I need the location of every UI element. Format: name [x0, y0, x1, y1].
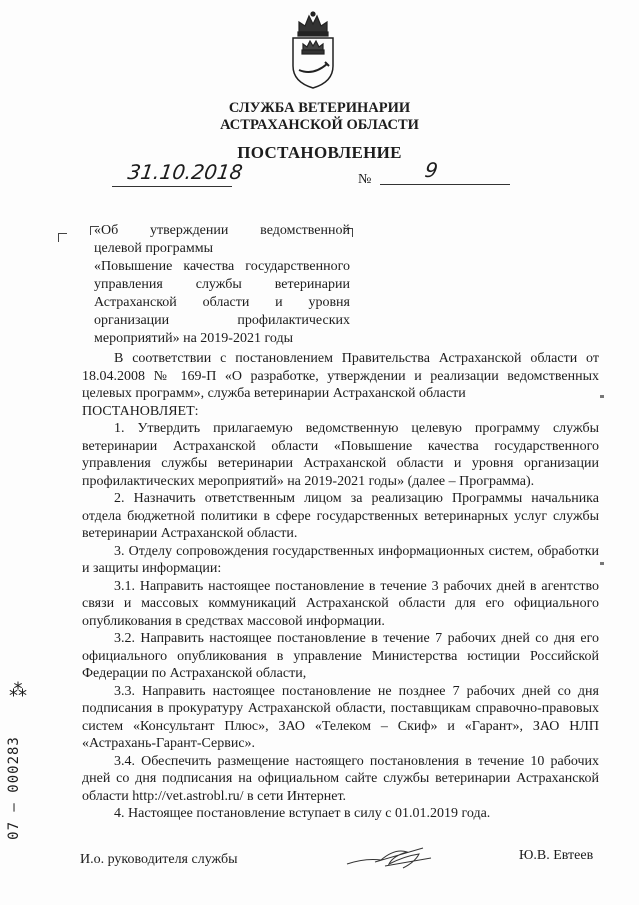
margin-asterisk: ⁂	[9, 680, 27, 701]
number-label: №	[358, 172, 372, 187]
margin-stamp-text: 07 — 000283	[5, 736, 22, 840]
document-date: 31.10.2018	[126, 160, 245, 184]
paragraph-4: 4. Настоящее постановление вступает в силу с 01.01.2019 года.	[114, 806, 491, 821]
paragraph-3-2: 3.2. Направить настоящее постановление в течение 7 рабочих дней со дня его официального опубликования в управление Министерства юстиции Российской Федерации по Астраханской области,	[82, 631, 599, 681]
subject-line: «Об утверждении ведомственной	[94, 223, 350, 238]
signatory-position: И.о. руководителя службы	[80, 852, 238, 867]
intro-paragraph: В соответствии с постановлением Правительства Астраханской области от 18.04.2008 № 169-П «О разработке, утверждении и реализации ведомственных целевых программ», служба ветеринарии Астраханской области	[82, 351, 599, 401]
corner-mark-left	[58, 233, 67, 242]
subject-line: мероприятий» на 2019-2021 годы	[94, 331, 293, 346]
document-subject	[94, 222, 350, 348]
paragraph-1: 1. Утвердить прилагаемую ведомственную целевую программу службы ветеринарии Астраханской области «Повышение качества государственного управления службы ветеринарии Астраханской области и уровня организации профилактических мероприятий» на 2019-2021 годы» (далее – Программа).	[82, 421, 599, 489]
paragraph-3-3: 3.3. Направить настоящее постановление не позднее 7 рабочих дней со дня подписания в прокуратуру Астраханской области, поставщикам справочно-правовых систем «Консультант Плюс», ЗАО «Телеком – Скиф» и «Гарант», ЗАО НЛП «Астрахань-Гарант-Сервис».	[82, 683, 599, 751]
handwritten-signature	[345, 838, 435, 872]
resolve-heading: ПОСТАНОВЛЯЕТ:	[82, 403, 199, 419]
subject-line: организации профилактических	[94, 313, 350, 328]
org-name-line2: АСТРАХАНСКОЙ ОБЛАСТИ	[220, 117, 419, 133]
margin-stamp	[4, 736, 28, 850]
number-underline	[380, 184, 510, 185]
document-number: 9	[423, 158, 440, 182]
scan-mark	[600, 562, 604, 565]
document-body	[82, 350, 599, 823]
date-underline	[112, 186, 232, 187]
org-name-line1: СЛУЖБА ВЕТЕРИНАРИИ	[228, 100, 411, 116]
signatory-name: Ю.В. Евтеев	[519, 848, 594, 863]
subject-line: целевой программы	[94, 241, 213, 256]
document-title: ПОСТАНОВЛЕНИЕ	[237, 143, 402, 162]
paragraph-3-4: 3.4. Обеспечить размещение настоящего постановления в течение 10 рабочих дней со дня подписания на официальном сайте службы ветеринарии Астраханской области http://vet.astrobl.ru/ в сети Интернет.	[82, 753, 599, 804]
coat-of-arms-icon	[285, 10, 341, 90]
paragraph-2: 2. Назначить ответственным лицом за реализацию Программы начальника отдела бюджетной политики в сфере государственных ветеринарных услуг службы ветеринарии Астраханской области.	[82, 491, 599, 541]
subject-line: Астраханской области и уровня	[94, 295, 350, 310]
scan-mark	[600, 395, 604, 398]
paragraph-3-1: 3.1. Направить настоящее постановление в течение 3 рабочих дней в агентство связи и массовых коммуникаций Астраханской области для его официального опубликования в средствах массовой информации.	[82, 578, 599, 629]
paragraph-3: 3. Отделу сопровождения государственных информационных систем, обработки и защиты информации:	[82, 543, 599, 576]
subject-line: управления службы ветеринарии	[94, 277, 350, 292]
subject-line: «Повышение качества государственного	[94, 259, 350, 274]
